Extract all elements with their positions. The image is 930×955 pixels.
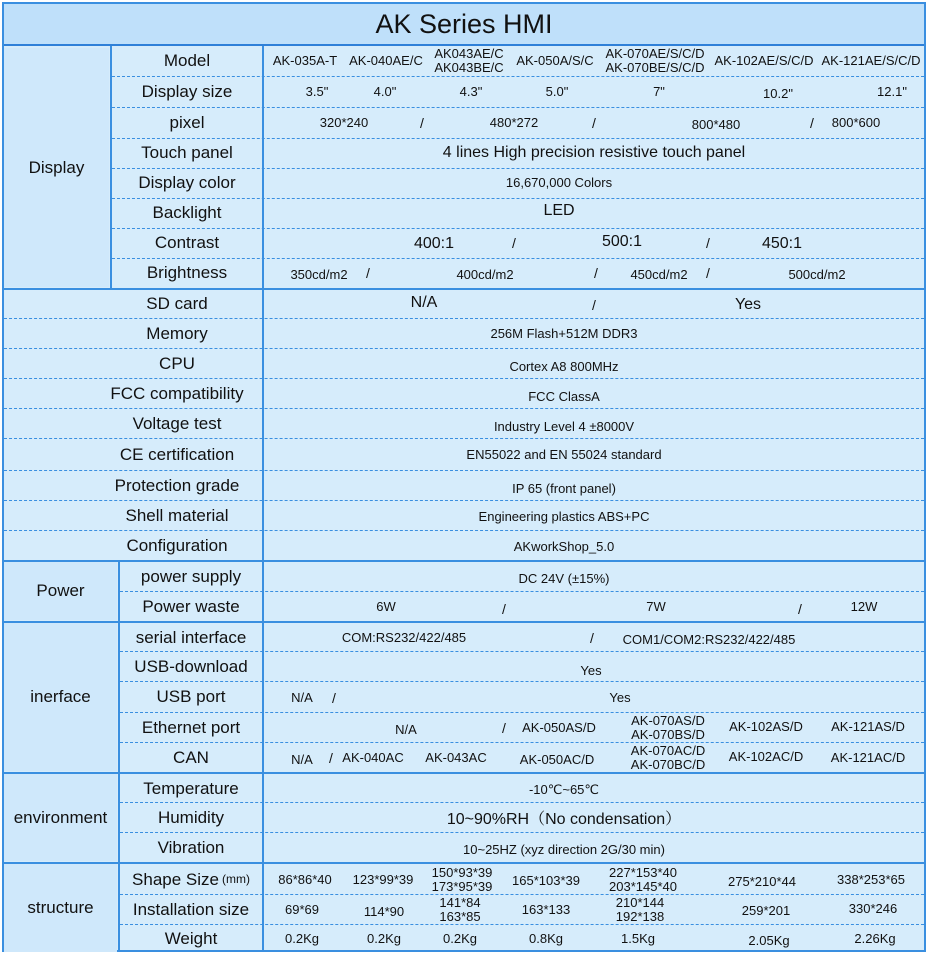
shape-size-cell: 275*210*44 bbox=[728, 873, 796, 889]
ethernet-cell bbox=[622, 712, 714, 743]
label-installation: Installation size bbox=[132, 900, 250, 920]
group-display: Display bbox=[4, 48, 109, 287]
configuration-value: AKworkShop_5.0 bbox=[513, 539, 615, 555]
ethernet-cell: N/A bbox=[395, 722, 417, 738]
label-ethernet: Ethernet port bbox=[141, 718, 241, 738]
model-cell: AK-035A-T bbox=[272, 53, 338, 69]
sd-card-cell: Yes bbox=[734, 295, 762, 313]
weight-cell: 2.26Kg bbox=[854, 931, 896, 947]
label-backlight: Backlight bbox=[152, 203, 222, 223]
brightness-cell: 350cd/m2 bbox=[290, 267, 348, 283]
group-environment: environment bbox=[4, 774, 117, 861]
label-model: Model bbox=[163, 51, 211, 71]
display-size-cell: 12.1" bbox=[877, 84, 907, 100]
shape-size-cell: 165*103*39 bbox=[512, 872, 580, 888]
weight-cell: 0.2Kg bbox=[285, 931, 319, 947]
label-display-size: Display size bbox=[141, 82, 233, 102]
weight-cell: 0.8Kg bbox=[529, 931, 563, 947]
model-cell bbox=[600, 46, 710, 76]
temperature-value: -10℃~65℃ bbox=[528, 782, 600, 798]
label-memory: Memory bbox=[146, 324, 208, 344]
can-cell: N/A bbox=[291, 752, 313, 768]
label-pixel: pixel bbox=[169, 113, 205, 133]
ce-value: EN55022 and EN 55024 standard bbox=[466, 447, 662, 463]
contrast-cell: 500:1 bbox=[601, 232, 643, 250]
usb-port-cell: N/A bbox=[291, 690, 313, 706]
shape-size-line: 227*153*40 bbox=[609, 864, 677, 880]
model-cell: AK-040AE/C bbox=[349, 53, 423, 69]
shape-size-unit: (mm) bbox=[221, 872, 250, 887]
installation-cell bbox=[608, 894, 672, 925]
serial-cell: COM1/COM2:RS232/422/485 bbox=[622, 632, 796, 648]
label-temperature: Temperature bbox=[143, 779, 239, 799]
display-size-cell: 3.5" bbox=[305, 84, 329, 100]
separator: / bbox=[502, 600, 506, 617]
pixel-cell: 480*272 bbox=[489, 115, 539, 131]
shape-size-cell bbox=[598, 864, 688, 895]
label-can: CAN bbox=[173, 748, 209, 768]
can-cell: AK-050AC/D bbox=[519, 752, 595, 768]
label-touch-panel: Touch panel bbox=[141, 143, 233, 163]
fcc-value: FCC ClassA bbox=[528, 389, 600, 405]
ethernet-line: AK-070BS/D bbox=[631, 726, 705, 742]
shape-size-cell: 123*99*39 bbox=[352, 871, 414, 887]
installation-line: 210*144 bbox=[615, 894, 665, 910]
label-shell: Shell material bbox=[125, 506, 229, 526]
usb-port-cell: Yes bbox=[609, 690, 631, 706]
shape-size-cell: 338*253*65 bbox=[837, 871, 905, 887]
label-weight: Weight bbox=[164, 929, 218, 949]
model-line: AK043AE/C bbox=[434, 46, 504, 62]
shape-size-line: 150*93*39 bbox=[431, 864, 493, 880]
label-voltage-test: Voltage test bbox=[132, 414, 222, 434]
label-display-color: Display color bbox=[138, 173, 236, 193]
installation-line: 163*85 bbox=[439, 908, 481, 924]
display-size-cell: 7" bbox=[653, 84, 665, 100]
separator: / bbox=[366, 264, 370, 281]
label-brightness: Brightness bbox=[146, 263, 228, 283]
weight-cell: 0.2Kg bbox=[367, 931, 401, 947]
separator: / bbox=[592, 114, 596, 131]
group-power: Power bbox=[4, 562, 117, 620]
voltage-test-value: Industry Level 4 ±8000V bbox=[493, 419, 635, 435]
label-sd-card: SD card bbox=[146, 294, 208, 314]
protection-value: IP 65 (front panel) bbox=[512, 481, 616, 497]
power-waste-cell: 6W bbox=[376, 599, 396, 615]
backlight-value: LED bbox=[543, 201, 575, 219]
label-usb-download: USB-download bbox=[134, 657, 248, 677]
can-cell: AK-102AC/D bbox=[728, 749, 804, 765]
shape-size-cell bbox=[422, 864, 502, 895]
pixel-cell: 800*480 bbox=[691, 117, 741, 133]
model-line: AK043BE/C bbox=[434, 60, 504, 75]
label-vibration: Vibration bbox=[157, 838, 225, 858]
group-structure: structure bbox=[4, 864, 117, 952]
ethernet-cell: AK-121AS/D bbox=[831, 719, 905, 735]
model-cell: AK-050A/S/C bbox=[516, 53, 594, 69]
power-waste-cell: 12W bbox=[850, 599, 878, 615]
label-ce: CE certification bbox=[119, 444, 235, 464]
brightness-cell: 400cd/m2 bbox=[456, 267, 514, 283]
weight-cell: 0.2Kg bbox=[443, 931, 477, 947]
separator: / bbox=[592, 296, 596, 313]
separator: / bbox=[594, 264, 598, 281]
brightness-cell: 500cd/m2 bbox=[788, 267, 846, 283]
ethernet-cell: AK-050AS/D bbox=[522, 720, 596, 736]
label-protection: Protection grade bbox=[114, 476, 240, 496]
shape-size-cell: 86*86*40 bbox=[278, 871, 332, 887]
weight-cell: 2.05Kg bbox=[748, 933, 790, 949]
installation-cell: 259*201 bbox=[741, 903, 791, 919]
installation-cell bbox=[428, 894, 492, 925]
model-cell bbox=[428, 46, 510, 76]
separator: / bbox=[502, 719, 506, 736]
separator: / bbox=[798, 600, 802, 617]
spec-sheet bbox=[2, 2, 926, 952]
can-cell: AK-121AC/D bbox=[830, 750, 906, 766]
shape-size-line: 173*95*39 bbox=[431, 878, 493, 894]
can-cell: AK-043AC bbox=[425, 750, 487, 766]
pixel-cell: 800*600 bbox=[831, 115, 881, 131]
separator: / bbox=[706, 264, 710, 281]
label-contrast: Contrast bbox=[154, 233, 220, 253]
humidity-value: 10~90%RH（No condensation） bbox=[446, 810, 682, 828]
shape-size-line: 203*145*40 bbox=[609, 878, 677, 894]
memory-value: 256M Flash+512M DDR3 bbox=[490, 326, 638, 342]
vibration-value: 10~25HZ (xyz direction 2G/30 min) bbox=[463, 842, 665, 858]
touch-panel-value: 4 lines High precision resistive touch panel bbox=[442, 143, 746, 161]
separator: / bbox=[329, 749, 333, 766]
separator: / bbox=[332, 689, 336, 706]
sheet-title: AK Series HMI bbox=[4, 4, 924, 46]
installation-cell: 69*69 bbox=[285, 902, 319, 918]
power-supply-value: DC 24V (±15%) bbox=[518, 571, 610, 587]
installation-line: 192*138 bbox=[615, 908, 665, 924]
separator: / bbox=[810, 114, 814, 131]
separator: / bbox=[590, 629, 594, 646]
model-cell: AK-102AE/S/C/D bbox=[714, 53, 814, 69]
separator: / bbox=[512, 234, 516, 251]
cpu-value: Cortex A8 800MHz bbox=[509, 359, 619, 375]
installation-cell: 114*90 bbox=[363, 904, 405, 920]
display-color-value: 16,670,000 Colors bbox=[505, 175, 613, 191]
weight-cell: 1.5Kg bbox=[621, 931, 655, 947]
model-line: AK-070AE/S/C/D bbox=[605, 46, 705, 62]
contrast-cell: 450:1 bbox=[761, 234, 803, 252]
separator: / bbox=[420, 114, 424, 131]
can-cell: AK-040AC bbox=[342, 750, 404, 766]
ethernet-line: AK-070AS/D bbox=[631, 712, 705, 728]
display-size-cell: 4.0" bbox=[373, 84, 397, 100]
shell-value: Engineering plastics ABS+PC bbox=[478, 509, 650, 525]
pixel-cell: 320*240 bbox=[319, 115, 369, 131]
installation-cell: 330*246 bbox=[848, 901, 898, 917]
sd-card-cell: N/A bbox=[410, 293, 438, 311]
model-line: AK-070BE/S/C/D bbox=[605, 60, 705, 75]
label-power-waste: Power waste bbox=[142, 597, 240, 617]
label-configuration: Configuration bbox=[126, 536, 228, 556]
label-power-supply: power supply bbox=[140, 567, 242, 587]
ethernet-cell: AK-102AS/D bbox=[729, 719, 803, 735]
contrast-cell: 400:1 bbox=[413, 234, 455, 252]
label-usb-port: USB port bbox=[156, 687, 226, 707]
shape-size-text: Shape Size bbox=[132, 869, 219, 889]
installation-cell: 163*133 bbox=[521, 902, 571, 918]
label-shape-size bbox=[120, 864, 262, 895]
serial-cell: COM:RS232/422/485 bbox=[341, 630, 467, 646]
can-line: AK-070BC/D bbox=[630, 756, 706, 772]
usb-download-value: Yes bbox=[580, 663, 602, 679]
label-cpu: CPU bbox=[159, 354, 195, 374]
display-size-cell: 5.0" bbox=[545, 84, 569, 100]
separator: / bbox=[706, 234, 710, 251]
label-serial: serial interface bbox=[135, 628, 247, 648]
label-humidity: Humidity bbox=[157, 808, 225, 828]
label-fcc: FCC compatibility bbox=[110, 384, 244, 404]
can-line: AK-070AC/D bbox=[630, 742, 706, 758]
power-waste-cell: 7W bbox=[646, 599, 666, 615]
display-size-cell: 10.2" bbox=[763, 86, 793, 102]
can-cell bbox=[622, 742, 714, 773]
group-interface: inerface bbox=[4, 623, 117, 771]
display-size-cell: 4.3" bbox=[459, 84, 483, 100]
model-cell: AK-121AE/S/C/D bbox=[821, 53, 921, 69]
installation-line: 141*84 bbox=[439, 894, 481, 910]
brightness-cell: 450cd/m2 bbox=[630, 267, 688, 283]
